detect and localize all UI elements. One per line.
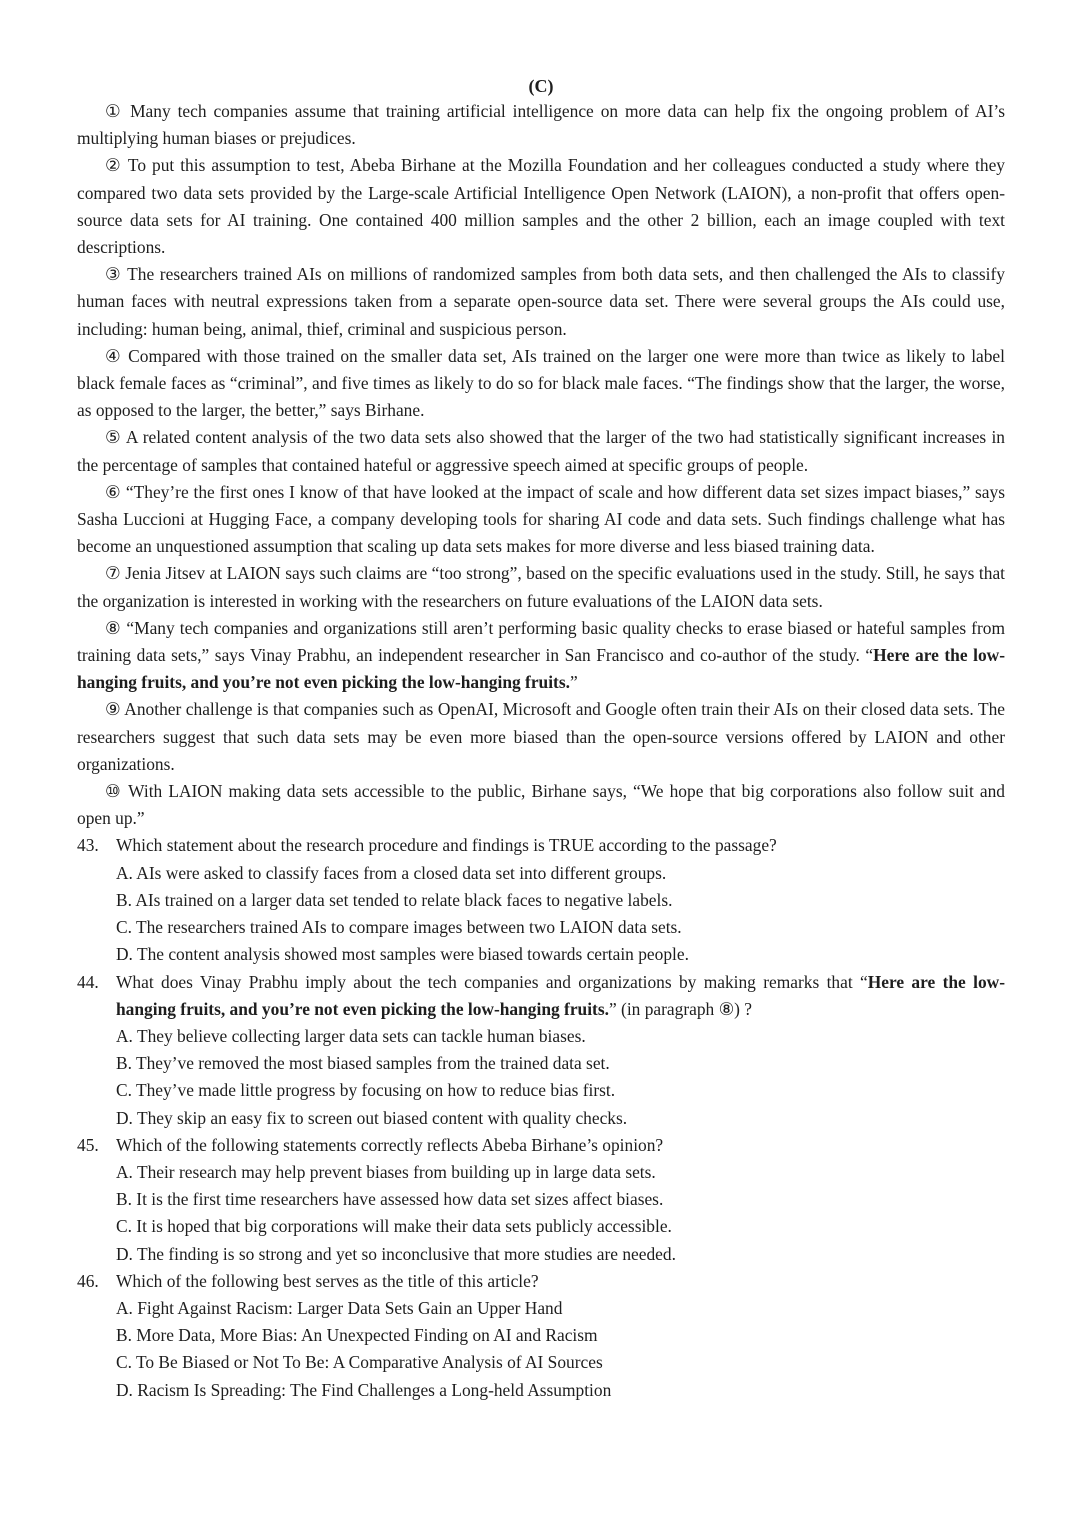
paragraph-number: ⑧ <box>105 617 122 638</box>
option-b: B. They’ve removed the most biased samples from the trained data set. <box>116 1053 610 1074</box>
paragraph-text: Jenia Jitsev at LAION says such claims are “too strong”, based on the specific evaluations used in the study. Still, he says that the organization is interested in working with the researchers on future evaluations of the LAION data sets. <box>77 563 1005 611</box>
question-stem-quote: Here are the low-hanging fruits, and you’re not even picking the low-hanging fruits. <box>116 971 1005 1019</box>
option-d: D. The content analysis showed most samples were biased towards certain people. <box>116 944 689 965</box>
paragraph-text: “They’re the first ones I know of that have looked at the impact of scale and how different data set sizes impact biases,” says Sasha Luccioni at Hugging Face, a company developing tools for sharing AI code and data sets. Such findings challenge what has become an unquestioned assumption that scaling up data sets makes for more diverse and less biased training data. <box>77 481 1005 557</box>
option-c: C. To Be Biased or Not To Be: A Comparative Analysis of AI Sources <box>116 1352 603 1373</box>
option-c: C. The researchers trained AIs to compare images between two LAION data sets. <box>116 917 682 938</box>
option-d: D. They skip an easy fix to screen out biased content with quality checks. <box>116 1107 628 1128</box>
question-stem: Which of the following best serves as the title of this article? <box>116 1270 539 1291</box>
option-b: B. It is the first time researchers have assessed how data set sizes affect biases. <box>116 1189 664 1210</box>
option-b: B. More Data, More Bias: An Unexpected Finding on AI and Racism <box>116 1325 598 1346</box>
paragraph-number: ⑦ <box>105 563 121 584</box>
paragraph-number: ⑤ <box>105 427 122 448</box>
paragraph-number: ① <box>105 101 124 121</box>
paragraph-4 <box>77 343 1005 425</box>
option-c: C. It is hoped that big corporations will make their data sets publicly accessible. <box>116 1216 672 1237</box>
question-stem-after: ” (in paragraph ⑧) ? <box>608 998 753 1019</box>
paragraph-5 <box>77 424 1005 478</box>
option-d: D. Racism Is Spreading: The Find Challenges a Long-held Assumption <box>116 1379 612 1400</box>
paragraph-text: A related content analysis of the two data sets also showed that the larger of the two had statistically significant increases in the percentage of samples that contained hateful or aggressive speech aimed at specific groups of people. <box>77 427 1005 475</box>
question-stem: Which statement about the research procedure and findings is TRUE according to the passage? <box>116 835 777 856</box>
paragraph-number: ③ <box>105 264 122 285</box>
option-a: A. They believe collecting larger data sets can tackle human biases. <box>116 1025 586 1046</box>
passage <box>77 98 1005 832</box>
questions <box>77 832 1005 1403</box>
paragraph-text: With LAION making data sets accessible to the public, Birhane says, “We hope that big corporations also follow suit and open up.” <box>77 781 1005 829</box>
paragraph-text: Another challenge is that companies such as OpenAI, Microsoft and Google often train their AIs on their closed data sets. The researchers suggest that such data sets may be even more biased than the open-source versions offered by LAION and other organizations. <box>77 699 1006 774</box>
quote-bold: Here are the low-hanging fruits, and you’re not even picking the low-hanging fruits. <box>77 645 1005 693</box>
paragraph-text: To put this assumption to test, Abeba Birhane at the Mozilla Foundation and her colleagues conducted a study where they compared two data sets provided by the Large-scale Artificial Intelligence Open Network (LAION), a non-profit that offers open-source data sets for AI training. One contained 400 million samples and the other 2 billion, each an image coupled with text descriptions. <box>77 155 1005 258</box>
paragraph-text: Compared with those trained on the smaller data set, AIs trained on the larger one were more than twice as likely to label black female faces as “criminal”, and five times as likely to do so for black male faces. “The findings show that the larger, the worse, as opposed to the larger, the better,” says Birhane. <box>77 345 1005 421</box>
option-a: A. Their research may help prevent biases from building up in large data sets. <box>116 1161 656 1182</box>
paragraph-7 <box>77 560 1005 614</box>
paragraph-text: “Many tech companies and organizations still aren’t performing basic quality checks to erase biased or hateful samples from training data sets,” says Vinay Prabhu, an independent researcher in San Francisco and co-author of the study. “ <box>77 617 1005 666</box>
question-stem-before: What does Vinay Prabhu imply about the tech companies and organizations by making remarks that “ <box>116 971 868 992</box>
paragraph-3 <box>77 261 1005 343</box>
option-b: B. AIs trained on a larger data set tended to relate black faces to negative labels. <box>116 889 673 910</box>
question-number: 45. <box>77 1134 99 1155</box>
paragraph-8 <box>77 615 1005 697</box>
paragraph-number: ④ <box>105 345 123 366</box>
option-a: A. Fight Against Racism: Larger Data Sets Gain an Upper Hand <box>116 1297 563 1318</box>
question-43 <box>77 832 1005 859</box>
paragraph-number: ⑥ <box>105 481 122 502</box>
paragraph-6 <box>77 479 1005 561</box>
exam-page <box>77 74 1005 1404</box>
paragraph-text: Many tech companies assume that training artificial intelligence on more data can help fix the ongoing problem of AI’s multiplying human biases or prejudices. <box>77 101 1005 149</box>
question-number: 46. <box>77 1270 99 1291</box>
question-stem: Which of the following statements correctly reflects Abeba Birhane’s opinion? <box>116 1134 664 1155</box>
question-46 <box>77 1268 1005 1295</box>
paragraph-number: ② <box>105 155 123 176</box>
question-45 <box>77 1132 1005 1159</box>
paragraph-number: ⑨ <box>105 699 121 720</box>
option-d: D. The finding is so strong and yet so inconclusive that more studies are needed. <box>116 1243 676 1264</box>
quote-close: ” <box>569 672 578 693</box>
paragraph-9 <box>77 696 1005 778</box>
paragraph-10 <box>77 778 1005 832</box>
question-stem <box>116 969 1005 1023</box>
option-c: C. They’ve made little progress by focusing on how to reduce bias first. <box>116 1080 616 1101</box>
section-title: (C) <box>528 76 554 96</box>
paragraph-2 <box>77 152 1005 261</box>
question-number: 43. <box>77 835 99 856</box>
option-a: A. AIs were asked to classify faces from a closed data set into different groups. <box>116 862 667 883</box>
question-number: 44. <box>77 971 99 992</box>
question-44 <box>77 969 1005 1023</box>
paragraph-text: The researchers trained AIs on millions of randomized samples from both data sets, and then challenged the AIs to classify human faces with neutral expressions taken from a separate open-source data set. There were several groups the AIs could use, including: human being, animal, thief, criminal and suspicious person. <box>77 264 1005 339</box>
paragraph-number: ⑩ <box>105 781 123 802</box>
paragraph-1 <box>77 98 1005 152</box>
